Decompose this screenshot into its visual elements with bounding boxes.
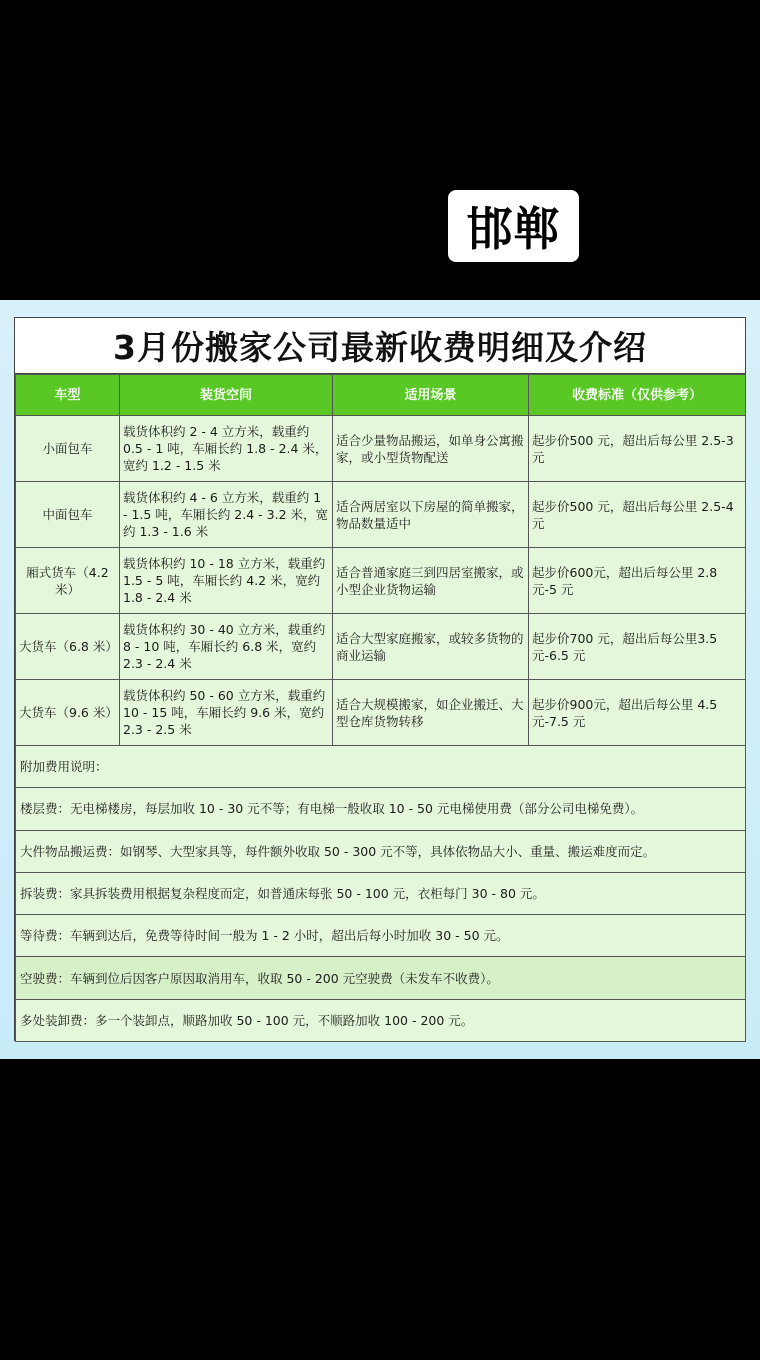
- header-cargo-space: 装货空间: [120, 375, 333, 416]
- city-badge: 邯郸: [448, 190, 579, 262]
- cargo-space-cell: 载货体积约 10 - 18 立方米，载重约 1.5 - 5 吨，车厢长约 4.2 米，宽约 1.8 - 2.4 米: [120, 548, 333, 614]
- cargo-space-cell: 载货体积约 2 - 4 立方米，载重约 0.5 - 1 吨，车厢长约 1.8 - 2.4 米，宽约 1.2 - 1.5 米: [120, 416, 333, 482]
- note-assembly-fee: 拆装费：家具拆装费用根据复杂程度而定，如普通床每张 50 - 100 元，衣柜每门 30 - 80 元。: [16, 872, 746, 914]
- vehicle-type-cell: 大货车（9.6 米）: [16, 680, 120, 746]
- vehicle-type-cell: 厢式货车（4.2 米）: [16, 548, 120, 614]
- table-row: [16, 548, 746, 614]
- scenario-cell: 适合普通家庭三到四居室搬家，或小型企业货物运输: [333, 548, 529, 614]
- price-cell: 起步价700 元，超出后每公里3.5元-6.5 元: [529, 614, 746, 680]
- notes-heading: 附加费用说明：: [16, 746, 746, 788]
- note-row: [16, 957, 746, 999]
- price-cell: 起步价500 元，超出后每公里 2.5-3 元: [529, 416, 746, 482]
- header-vehicle-type: 车型: [16, 375, 120, 416]
- header-price: 收费标准（仅供参考）: [529, 375, 746, 416]
- header-scenario: 适用场景: [333, 375, 529, 416]
- vehicle-type-cell: 中面包车: [16, 482, 120, 548]
- table-header-row: [16, 375, 746, 416]
- cargo-space-cell: 载货体积约 50 - 60 立方米，载重约 10 - 15 吨，车厢长约 9.6 米，宽约 2.3 - 2.5 米: [120, 680, 333, 746]
- cargo-space-cell: 载货体积约 30 - 40 立方米，载重约 8 - 10 吨，车厢长约 6.8 米，宽约 2.3 - 2.4 米: [120, 614, 333, 680]
- note-empty-run-fee: 空驶费：车辆到位后因客户原因取消用车，收取 50 - 200 元空驶费（未发车不收费）。: [16, 957, 746, 999]
- note-row: [16, 915, 746, 957]
- table-row: [16, 614, 746, 680]
- vehicle-type-cell: 大货车（6.8 米）: [16, 614, 120, 680]
- price-table: [15, 374, 746, 1042]
- price-cell: 起步价600元，超出后每公里 2.8元-5 元: [529, 548, 746, 614]
- price-sheet: [14, 317, 746, 1041]
- note-row: [16, 788, 746, 830]
- price-panel: [0, 300, 760, 1059]
- table-row: [16, 482, 746, 548]
- note-waiting-fee: 等待费：车辆到达后，免费等待时间一般为 1 - 2 小时，超出后每小时加收 30 - 50 元。: [16, 915, 746, 957]
- note-row: [16, 830, 746, 872]
- sheet-title: 3月份搬家公司最新收费明细及介绍: [15, 318, 745, 374]
- table-row: [16, 416, 746, 482]
- scenario-cell: 适合两居室以下房屋的简单搬家，物品数量适中: [333, 482, 529, 548]
- notes-heading-row: [16, 746, 746, 788]
- scenario-cell: 适合大型家庭搬家，或较多货物的商业运输: [333, 614, 529, 680]
- note-row: [16, 872, 746, 914]
- cargo-space-cell: 载货体积约 4 - 6 立方米，载重约 1 - 1.5 吨，车厢长约 2.4 - 3.2 米，宽约 1.3 - 1.6 米: [120, 482, 333, 548]
- vehicle-type-cell: 小面包车: [16, 416, 120, 482]
- scenario-cell: 适合少量物品搬运，如单身公寓搬家，或小型货物配送: [333, 416, 529, 482]
- note-large-item-fee: 大件物品搬运费：如钢琴、大型家具等，每件额外收取 50 - 300 元不等，具体依物品大小、重量、搬运难度而定。: [16, 830, 746, 872]
- table-row: [16, 680, 746, 746]
- note-multi-stop-fee: 多处装卸费：多一个装卸点，顺路加收 50 - 100 元，不顺路加收 100 - 200 元。: [16, 999, 746, 1041]
- note-row: [16, 999, 746, 1041]
- scenario-cell: 适合大规模搬家，如企业搬迁、大型仓库货物转移: [333, 680, 529, 746]
- price-cell: 起步价500 元，超出后每公里 2.5-4 元: [529, 482, 746, 548]
- price-cell: 起步价900元，超出后每公里 4.5元-7.5 元: [529, 680, 746, 746]
- note-floor-fee: 楼层费：无电梯楼房，每层加收 10 - 30 元不等；有电梯一般收取 10 - 50 元电梯使用费（部分公司电梯免费）。: [16, 788, 746, 830]
